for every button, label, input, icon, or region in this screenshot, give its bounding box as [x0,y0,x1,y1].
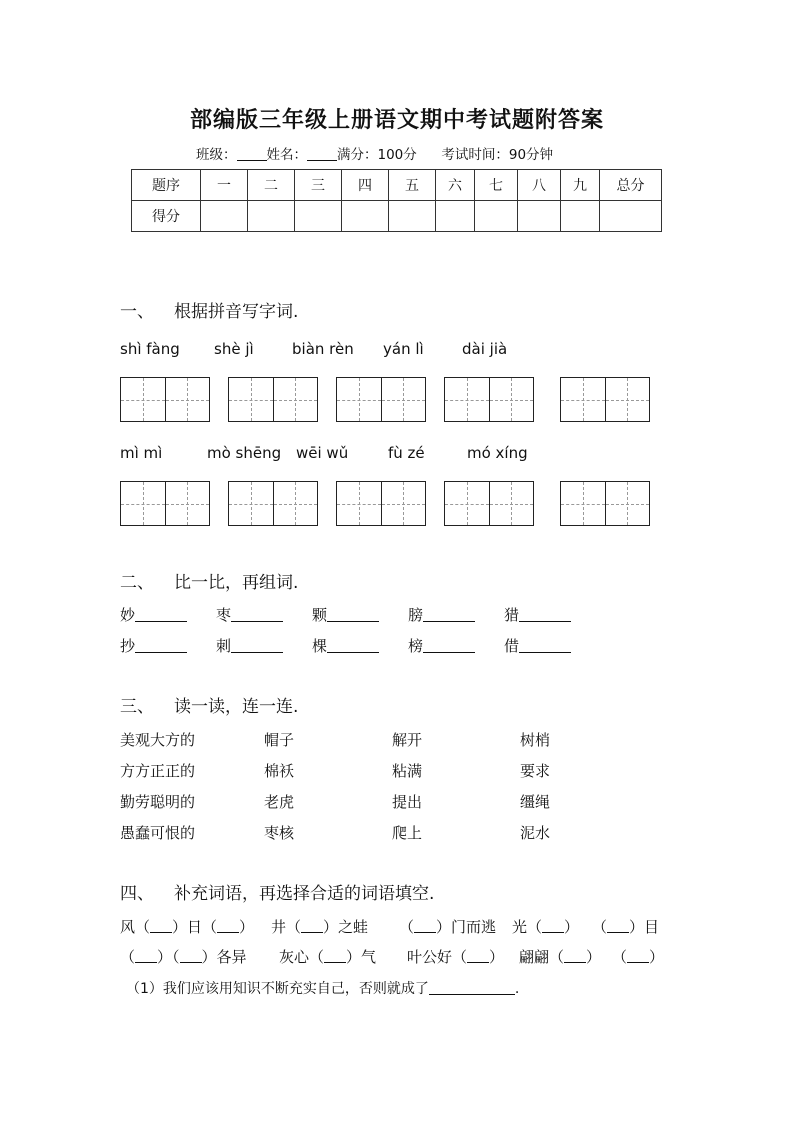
score-header-cell: 总分 [600,170,662,201]
compare-item: 借 [504,635,571,656]
writing-grid[interactable] [120,377,210,422]
section-number: 二、 [120,573,154,593]
idiom-blank-item: （ ）目 [592,918,660,936]
idiom-blank[interactable] [324,948,346,963]
section1-heading [120,297,298,322]
pinyin: biàn rèn [292,340,354,358]
score-cell[interactable] [201,201,248,232]
writing-grid[interactable] [120,481,210,526]
idiom-blank-item: 井（ ）之蛙 [271,918,369,936]
answer-blank[interactable] [231,605,283,622]
score-header-cell: 六 [436,170,475,201]
writing-grid[interactable] [336,377,426,422]
section-title: 比一比，再组词. [174,573,299,593]
pinyin: dài jià [462,340,508,358]
compare-item: 猎 [504,604,571,625]
idiom-blank-item: （ ）门而逃 [399,918,497,936]
section-number: 三、 [120,697,154,717]
score-header-row [132,170,662,201]
idiom-blank-item: 风（ ）日（ ） [120,918,255,936]
page-title: 部编版三年级上册语文期中考试题附答案 [189,107,604,133]
score-header-cell: 五 [389,170,436,201]
answer-blank[interactable] [519,636,571,653]
idiom-blank-item: 灰心（ ）气 [279,948,377,966]
score-cell[interactable] [600,201,662,232]
match-word[interactable]: 方方正正的 [120,762,196,780]
pinyin: wēi wǔ [296,444,349,462]
match-word[interactable]: 美观大方的 [120,731,196,749]
score-header-cell: 七 [475,170,518,201]
score-cell[interactable] [475,201,518,232]
answer-blank[interactable] [429,980,515,995]
section-title: 根据拼音写字词. [174,302,299,322]
pinyin: fù zé [388,444,425,462]
compare-item: 抄 [120,635,187,656]
idiom-blank[interactable] [150,918,172,933]
pinyin: shì fàng [120,340,180,358]
score-row-label: 得分 [132,201,201,232]
match-word[interactable]: 爬上 [392,824,423,842]
pinyin: mò shēng [207,444,282,462]
writing-grid[interactable] [560,481,650,526]
section-number: 一、 [120,302,154,322]
compare-item: 枣 [216,604,283,625]
question-1: （1）我们应该用知识不断充实自己，否则就成了 . [126,981,520,997]
score-header-cell: 四 [342,170,389,201]
writing-grid[interactable] [444,481,534,526]
idiom-blank[interactable] [301,918,323,933]
writing-grid[interactable] [560,377,650,422]
name-label: 姓名： [266,147,307,163]
score-cell[interactable] [561,201,600,232]
idiom-blank[interactable] [217,918,239,933]
compare-item: 颗 [312,604,379,625]
idiom-blank-item: 光（ ） [512,918,580,936]
match-word[interactable]: 棉袄 [264,762,295,780]
pinyin: mì mì [120,444,163,462]
writing-grid[interactable] [336,481,426,526]
score-cell[interactable] [436,201,475,232]
score-header-cell: 二 [248,170,295,201]
idiom-blank[interactable] [180,948,202,963]
pinyin: shè jì [214,340,254,358]
writing-grid[interactable] [228,481,318,526]
score-row [132,201,662,232]
match-word[interactable]: 树梢 [520,731,551,749]
score-header-cell: 九 [561,170,600,201]
match-word[interactable]: 枣核 [264,824,295,842]
section4-heading [120,879,434,904]
idiom-blank-item: （ ）（ ）各异 [120,948,247,966]
pinyin: yán lì [383,340,424,358]
section-number: 四、 [120,884,154,904]
score-header-cell: 题序 [132,170,201,201]
answer-blank[interactable] [327,605,379,622]
exam-info [196,143,553,163]
idiom-blank-item: 叶公好（ ） [407,948,505,966]
answer-blank[interactable] [423,605,475,622]
writing-grid[interactable] [228,377,318,422]
score-header-cell: 一 [201,170,248,201]
answer-blank[interactable] [519,605,571,622]
match-word[interactable]: 提出 [392,793,423,811]
section2-heading [120,568,298,593]
match-word[interactable]: 泥水 [520,824,551,842]
class-blank[interactable] [237,146,267,161]
section-title: 读一读，连一连. [174,697,299,717]
compare-item: 刺 [216,635,283,656]
match-word[interactable]: 粘满 [392,762,423,780]
compare-item: 棵 [312,635,379,656]
idiom-blank[interactable] [607,918,629,933]
idiom-blank[interactable] [542,918,564,933]
match-word[interactable]: 帽子 [264,731,295,749]
section3-heading [120,692,298,717]
match-word[interactable]: 勤劳聪明的 [120,793,196,811]
match-word[interactable]: 解开 [392,731,423,749]
writing-grid[interactable] [444,377,534,422]
answer-blank[interactable] [423,636,475,653]
name-blank[interactable] [307,146,337,161]
score-table [131,169,662,232]
compare-item: 榜 [408,635,475,656]
section-title: 补充词语，再选择合适的词语填空. [174,884,435,904]
pinyin: mó xíng [467,444,528,462]
idiom-blank[interactable] [627,948,649,963]
idiom-blank[interactable] [414,918,436,933]
score-cell[interactable] [248,201,295,232]
answer-blank[interactable] [135,636,187,653]
match-word[interactable]: 愚蠢可恨的 [120,824,196,842]
match-word[interactable]: 老虎 [264,793,295,811]
answer-blank[interactable] [327,636,379,653]
answer-blank[interactable] [135,605,187,622]
score-cell[interactable] [518,201,561,232]
class-label: 班级： [196,147,237,163]
score-header-cell: 八 [518,170,561,201]
idiom-blank-item: 翩翩（ ） [519,948,602,966]
compare-item: 膀 [408,604,475,625]
compare-item: 妙 [120,604,187,625]
idiom-blank[interactable] [467,948,489,963]
idiom-blank[interactable] [564,948,586,963]
full-score: 满分：100分 [337,147,417,163]
idiom-blank[interactable] [135,948,157,963]
score-cell[interactable] [389,201,436,232]
exam-time: 考试时间：90分钟 [441,147,554,163]
match-word[interactable]: 要求 [520,762,551,780]
score-header-cell: 三 [295,170,342,201]
score-cell[interactable] [295,201,342,232]
match-word[interactable]: 缰绳 [520,793,551,811]
idiom-blank-item: （ ） [612,948,665,966]
answer-blank[interactable] [231,636,283,653]
score-cell[interactable] [342,201,389,232]
